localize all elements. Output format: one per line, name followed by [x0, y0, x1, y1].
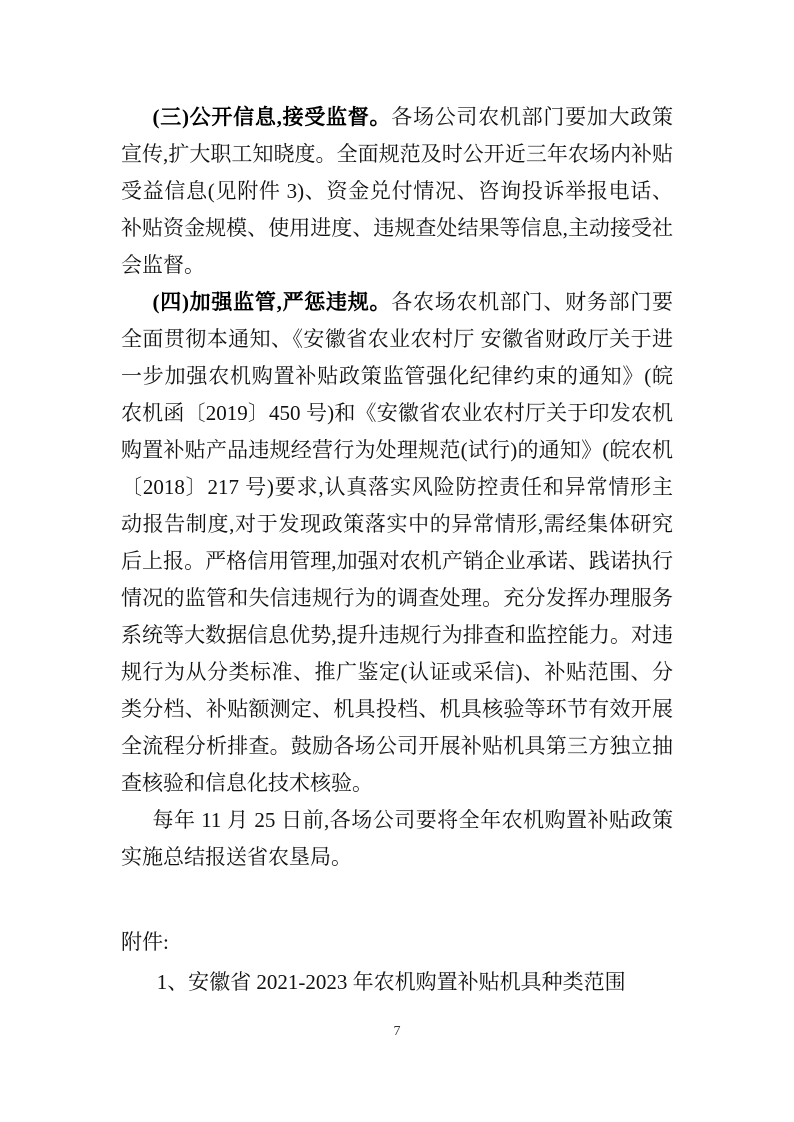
paragraph-section-4 — [121, 284, 673, 802]
paragraph-section-3-heading: (三)公开信息,接受监督。 — [152, 105, 392, 129]
paragraph-section-4-heading: (四)加强监管,严惩违规。 — [152, 290, 392, 314]
paragraph-section-3-text: 各场公司农机部门要加大政策宣传,扩大职工知晓度。全面规范及时公开近三年农场内补贴受益信息(见附件 3)、资金兑付情况、咨询投诉举报电话、补贴资金规模、使用进度、违规查处结果等信息,主动接受社会监督。 — [121, 105, 673, 277]
paragraph-annual-report — [121, 802, 673, 876]
attachments-section — [121, 924, 673, 1001]
attachments-label: 附件: — [121, 930, 169, 954]
document-body — [121, 99, 673, 876]
paragraph-section-4-text: 各农场农机部门、财务部门要全面贯彻本通知、《安徽省农业农村厅 安徽省财政厅关于进一步加强农机购置补贴政策监管强化纪律约束的通知》(皖农机函〔2019〕450 号)和《安徽省农业农村厅关于印发农机购置补贴产品违规经营行为处理规范(试行)的通知》(皖农机〔2018〕217 号)要求,认真落实风险防控责任和异常情形主动报告制度,对于发现政策落实中的异常情形,需经集体研究后上报。严格信用管理,加强对农机产销企业承诺、践诺执行情况的监管和失信违规行为的调查处理。充分发挥办理服务系统等大数据信息优势,提升违规行为排查和监控能力。对违规行为从分类标准、推广鉴定(认证或采信)、补贴范围、分类分档、补贴额测定、机具投档、机具核验等环节有效开展全流程分析排查。鼓励各场公司开展补贴机具第三方独立抽查核验和信息化技术核验。 — [121, 290, 673, 795]
paragraph-section-3 — [121, 99, 673, 284]
page-number: 7 — [393, 1024, 401, 1039]
paragraph-annual-report-text: 每年 11 月 25 日前,各场公司要将全年农机购置补贴政策实施总结报送省农垦局。 — [121, 808, 673, 869]
attachment-item-1: 1、安徽省 2021-2023 年农机购置补贴机具种类范围 — [156, 970, 626, 994]
